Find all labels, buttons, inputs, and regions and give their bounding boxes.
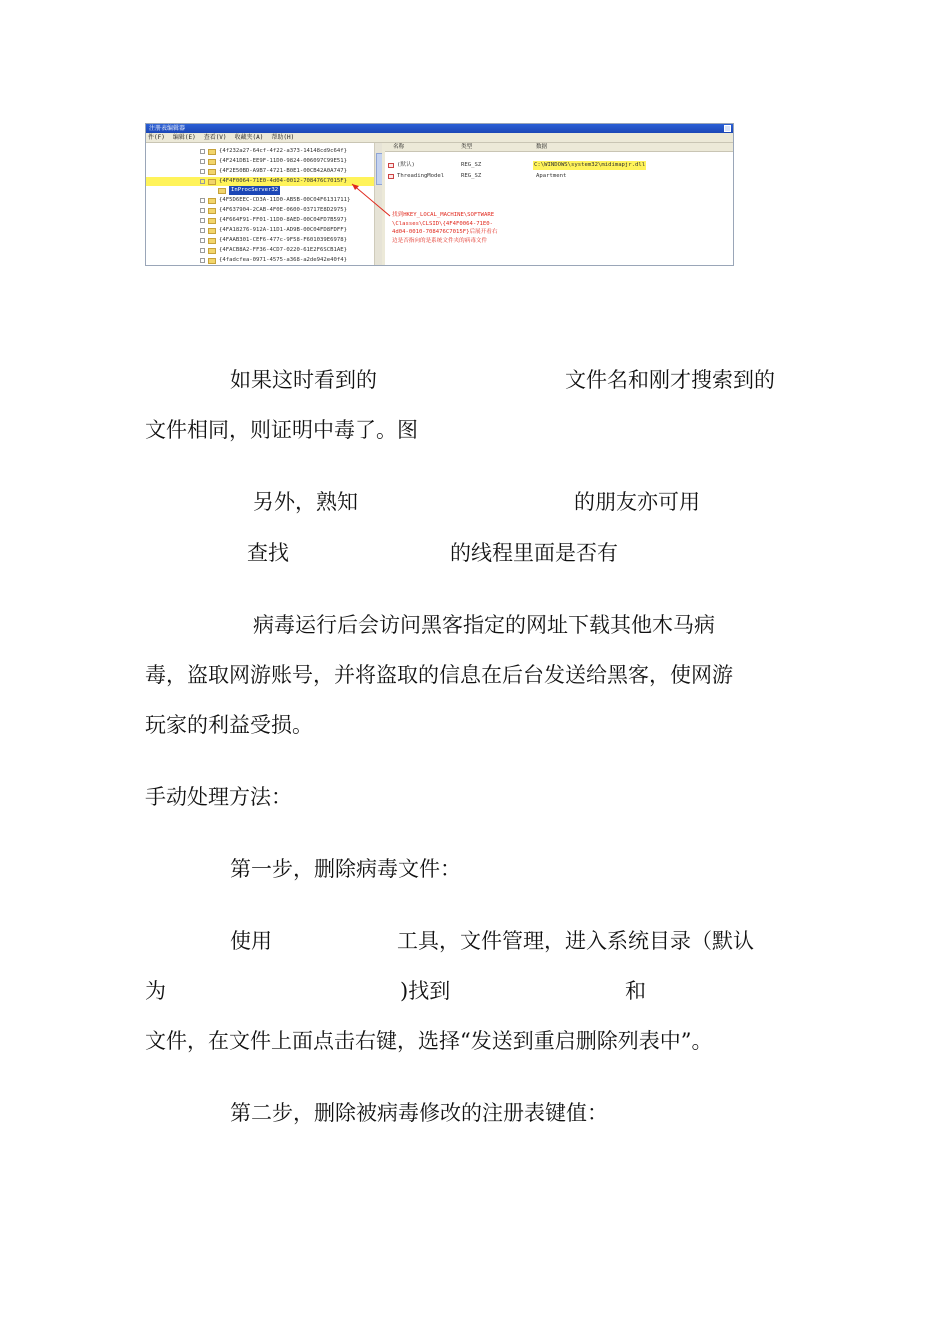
paragraph-line: 查找	[247, 541, 289, 565]
paragraph-line: 如果这时看到的	[230, 368, 377, 392]
section-heading: 手动处理方法：	[145, 785, 292, 809]
tree-item-label: {4F5D6EEC-CD3A-11D0-AB5B-00C04F6131711}	[219, 197, 351, 203]
paragraph-line: 文件，在文件上面点击右键，选择“发送到重启删除列表中”。	[145, 1029, 713, 1053]
paragraph-line: 另外，熟知	[253, 490, 358, 514]
tree-item-label: {4F4F0064-71E0-4d04-0012-708476C7015F}	[219, 178, 347, 184]
tree-item-label: {4F241DB1-EE9F-11D0-9824-006097C99E51}	[219, 158, 347, 164]
value-data-highlighted: C:\WINDOWS\system32\midimapjr.dll	[534, 162, 646, 168]
column-type-header[interactable]: 类型	[461, 144, 473, 150]
menu-view[interactable]: 查看(V)	[203, 134, 227, 141]
tree-item-label: {4F637904-2CAB-4F0E-0600-03717E8D2975}	[219, 207, 347, 213]
menu-favorites[interactable]: 收藏夹(A)	[234, 134, 264, 141]
value-type: REG_SZ	[461, 162, 482, 168]
paragraph-line: 和	[625, 979, 646, 1003]
tree-item-label: {4f232a27-64cf-4f22-a373-14148cd9c64f}	[219, 148, 347, 154]
step-heading: 第二步，删除被病毒修改的注册表键值：	[230, 1101, 608, 1125]
menu-help[interactable]: 帮助(H)	[271, 134, 295, 141]
annotation-text: 找到HKEY_LOCAL_MACHINE\SOFTWARE \Classes\CLSID\{4F4F0064-71E0- 4d04-0010-708476C7015F}后展开看右 边是否指向的是系统文件夹的病毒文件	[392, 212, 498, 244]
paragraph-line: 毒，盗取网游账号，并将盗取的信息在后台发送给黑客，使网游	[145, 663, 733, 687]
tree-item-label: {4FAAB301-CEF6-477c-9F58-F601039E6978}	[219, 237, 347, 243]
tree-item-label: {4FA18276-912A-11D1-AD9B-00C04FD8FDFF}	[219, 227, 347, 233]
value-name: (默认)	[397, 162, 415, 168]
paragraph-line: 文件名和刚才搜索到的	[565, 368, 775, 392]
value-data: Apartment	[536, 173, 567, 179]
value-name: ThreadingModel	[397, 173, 445, 179]
paragraph-line: 为	[145, 979, 166, 1003]
paragraph-line: 的朋友亦可用	[574, 490, 700, 514]
paragraph-line: )找到	[400, 979, 451, 1003]
paragraph-line: 病毒运行后会访问黑客指定的网址下载其他木马病	[253, 613, 715, 637]
paragraph-line: 的线程里面是否有	[450, 541, 618, 565]
tree-item-label: InProcServer32	[231, 187, 279, 193]
column-name-header[interactable]: 名称	[393, 144, 405, 150]
registry-editor-screenshot	[145, 123, 734, 266]
tree-item-label: {4FACB8A2-FF36-4CD7-0220-61E2F6SCB1AE}	[219, 247, 347, 253]
menu-edit[interactable]: 编辑(E)	[172, 134, 196, 141]
tree-item-label: {4F664F91-FF01-11D0-8AED-00C04FD7B597}	[219, 217, 347, 223]
paragraph-line: 工具，文件管理，进入系统目录（默认	[397, 929, 754, 953]
column-data-header[interactable]: 数据	[536, 144, 548, 150]
paragraph-line: 使用	[230, 929, 272, 953]
tree-item-label: {4fadcfea-0971-4575-a368-a2de942e40f4}	[219, 257, 347, 263]
paragraph-line: 玩家的利益受损。	[145, 713, 313, 737]
tree-item-label: {4F2E50BD-A9B7-4721-B0E1-00CB42A0A747}	[219, 168, 347, 174]
value-type: REG_SZ	[461, 173, 482, 179]
step-heading: 第一步，删除病毒文件：	[230, 857, 461, 881]
paragraph-line: 文件相同，则证明中毒了。图	[145, 418, 418, 442]
menu-file[interactable]: 件(F)	[148, 134, 165, 141]
window-title: 注册表编辑器	[149, 125, 186, 132]
